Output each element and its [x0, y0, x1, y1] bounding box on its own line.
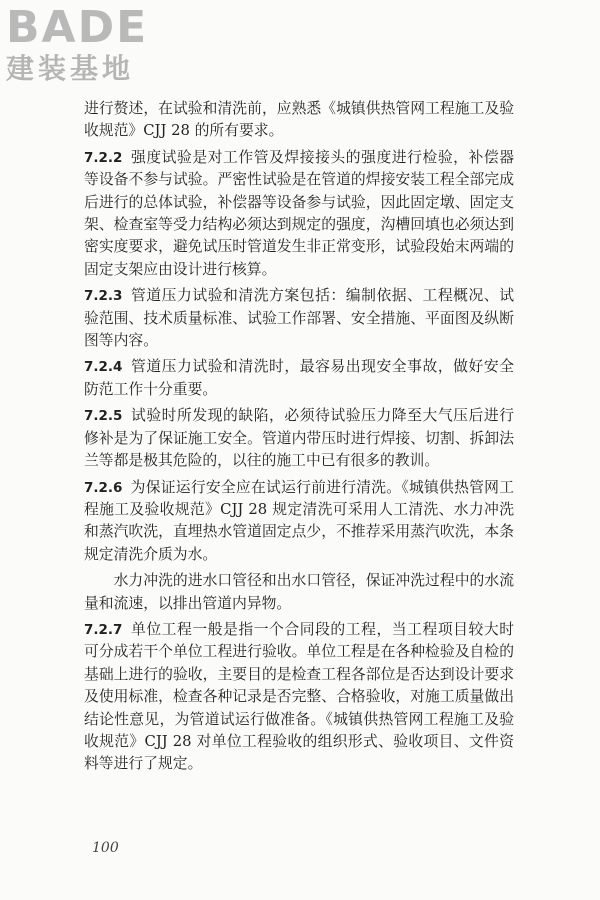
paragraph-indented	[84, 570, 514, 615]
clause-text: 管道压力试验和清洗方案包括：编制依据、工程概况、试验范围、技术质量标准、试验工作部署、安全措施、平面图及纵断图等内容。	[84, 287, 514, 350]
page-body	[84, 98, 514, 776]
clause-text: 管道压力试验和清洗时，最容易出现安全事故，做好安全防范工作十分重要。	[84, 358, 514, 398]
clause-number: 7.2.4	[84, 359, 123, 376]
clause-text: 强度试验是对工作管及焊接接头的强度进行检验，补偿器等设备不参与试验。严密性试验是在管道的焊接安装工程全部完成后进行的总体试验，补偿器等设备参与试验，因此固定墩、固定支架、检查室等受力结构必须达到规定的强度，沟槽回填也必须达到密实度要求，避免试压时管道发生非正常变形，试验段始末两端的固定支架应由设计进行核算。	[84, 148, 514, 278]
clause-7-2-6	[84, 477, 514, 567]
clause-7-2-2	[84, 147, 514, 281]
clause-number: 7.2.5	[84, 408, 123, 425]
paragraph-text: 进行赘述，在试验和清洗前，应熟悉《城镇供热管网工程施工及验收规范》CJJ 28 的所有要求。	[84, 100, 514, 140]
logo-wordmark: BADE	[6, 2, 149, 53]
clause-number: 7.2.2	[84, 149, 123, 166]
clause-number: 7.2.7	[84, 621, 123, 638]
paragraph-text: 水力冲洗的进水口管径和出水口管径，保证冲洗过程中的水流量和流速，以排出管道内异物。	[84, 572, 514, 612]
clause-7-2-7	[84, 619, 514, 776]
clause-number: 7.2.3	[84, 288, 123, 305]
clause-text: 单位工程一般是指一个合同段的工程，当工程项目较大时可分成若干个单位工程进行验收。单位工程是在各种检验及自检的基础上进行的验收，主要目的是检查工程各部位是否达到设计要求及使用标准，检查各种记录是否完整、合格验收，对施工质量做出结论性意见，为管道试运行做准备。《城镇供热管网工程施工及验收规范》CJJ 28 对单位工程验收的组织形式、验收项目、文件资料等进行了规定。	[84, 620, 514, 773]
clause-7-2-3	[84, 285, 514, 352]
clause-7-2-5	[84, 405, 514, 472]
clause-number: 7.2.6	[84, 479, 123, 496]
clause-text: 为保证运行安全应在试运行前进行清洗。《城镇供热管网工程施工及验收规范》CJJ 28 规定清洗可采用人工清洗、水力冲洗和蒸汽吹洗，直埋热水管道固定点少，不推荐采用蒸汽吹洗，本条规定清洗介质为水。	[84, 478, 514, 563]
logo-subtitle: 建装基地	[6, 52, 135, 85]
logo	[6, 4, 176, 92]
page-number: 100	[92, 840, 119, 856]
clause-text: 试验时所发现的缺陷，必须待试验压力降至大气压后进行修补是为了保证施工安全。管道内带压时进行焊接、切割、拆卸法兰等都是极其危险的，以往的施工中已有很多的教训。	[84, 407, 514, 470]
paragraph-continuation	[84, 98, 514, 143]
clause-7-2-4	[84, 356, 514, 401]
